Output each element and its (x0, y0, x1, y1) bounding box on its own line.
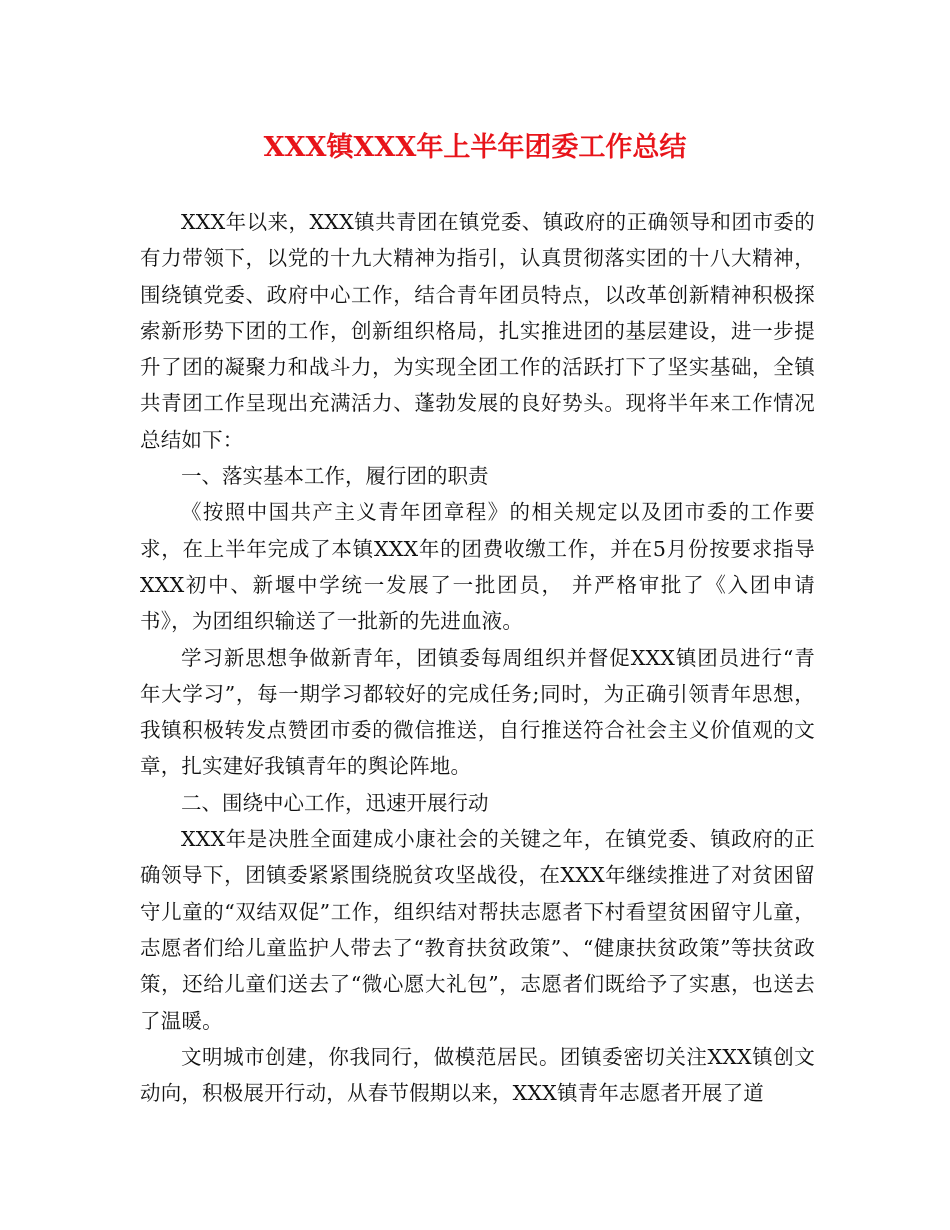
document-title: XXX镇XXX年上半年团委工作总结 (263, 132, 687, 163)
paragraph-civilized-city: 文明城市创建，你我同行，做模范居民。团镇委密切关注XXX镇创文动向，积极展开行动，从春节假期以来，XXX镇青年志愿者开展了道 (140, 1044, 815, 1106)
paragraph-study: 学习新思想争做新青年，团镇委每周组织并督促XXX镇团员进行“青年大学习”，每一期学习都较好的完成任务;同时，为正确引领青年思想，我镇积极转发点赞团市委的微信推送，自行推送符合社会主义价值观的文章，扎实建好我镇青年的舆论阵地。 (140, 645, 815, 779)
paragraph-poverty-alleviation: XXX年是决胜全面建成小康社会的关键之年，在镇党委、镇政府的正确领导下，团镇委紧紧围绕脱贫攻坚战役，在XXX年继续推进了对贫困留守儿童的“双结双促”工作，组织结对帮扶志愿者下村看望贫困留守儿童，志愿者们给儿童监护人带去了“教育扶贫政策”、“健康扶贫政策”等扶贫政策，还给儿童们送去了“微心愿大礼包”，志愿者们既给予了实惠，也送去了温暖。 (140, 827, 815, 1033)
document-body (140, 204, 815, 1111)
section-heading-2: 二、围绕中心工作，迅速开展行动 (181, 790, 489, 815)
paragraph-intro: XXX年以来，XXX镇共青团在镇党委、镇政府的正确领导和团市委的有力带领下，以党的十九大精神为指引，认真贯彻落实团的十八大精神，围绕镇党委、政府中心工作，结合青年团员特点，以改革创新精神积极探索新形势下团的工作，创新组织格局，扎实推进团的基层建设，进一步提升了团的凝聚力和战斗力，为实现全团工作的活跃打下了坚实基础，全镇共青团工作呈现出充满活力、蓬勃发展的良好势头。现将半年来工作情况总结如下： (140, 210, 815, 452)
paragraph-league-constitution: 《按照中国共产主义青年团章程》的相关规定以及团市委的工作要求，在上半年完成了本镇XXX年的团费收缴工作，并在5月份按要求指导XXX初中、新堰中学统一发展了一批团员， 并严格审批了《入团申请书》，为团组织输送了一批新的先进血液。 (140, 500, 815, 634)
section-heading-1: 一、落实基本工作，履行团的职责 (181, 464, 489, 489)
